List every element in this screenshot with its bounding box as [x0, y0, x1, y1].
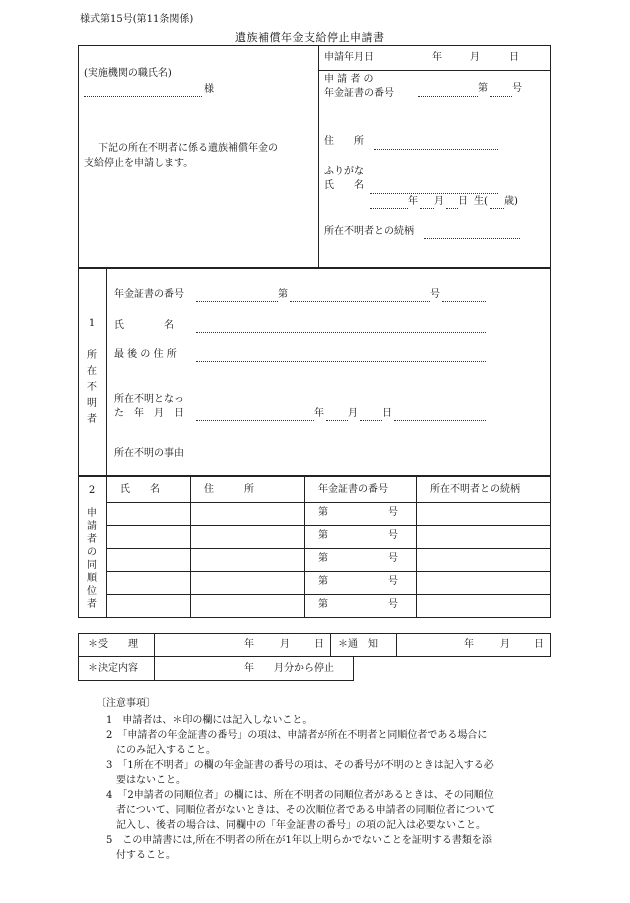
peers-header-cert: 年金証書の番号: [318, 484, 388, 495]
decision-label: ＊決定内容: [88, 663, 138, 674]
peers-header-name: 氏 名: [120, 484, 160, 495]
applicant-cert-label: 申 請 者 の: [324, 74, 374, 85]
peers-header-address: 住 所: [204, 484, 254, 495]
peers-vertical-label: 2 申 請 者 の 同 順 位 者: [87, 485, 97, 610]
sama-label: 様: [204, 84, 214, 95]
note-1: 1 申請者は、＊印の欄には記入しないこと。: [106, 715, 313, 726]
request-text-1: 下記の所在不明者に係る遺族補償年金の: [98, 143, 278, 154]
receipt-label: ＊受 理: [88, 639, 138, 650]
missing-name-label: 氏 名: [114, 320, 174, 331]
table-row: 第: [318, 576, 328, 587]
notice-label: ＊通 知: [338, 639, 378, 650]
missing-vertical-label: 1 所 在 不 明 者: [87, 318, 97, 425]
relation-label: 所在不明者との続柄: [324, 226, 414, 237]
request-text-2: 支給停止を申請します。: [84, 158, 194, 169]
name-label: 氏 名: [324, 180, 364, 191]
table-row: 第: [318, 507, 328, 518]
note-3: 3 「1所在不明者」の欄の年金証書の番号の項は、その番号が不明のときは記入する必: [106, 760, 494, 771]
note-4: 4 「2申請者の同順位者」の欄には、所在不明者の同順位者があるときは、その同順位: [106, 790, 494, 801]
address-label: 住 所: [324, 136, 364, 147]
table-row: 第: [318, 553, 328, 564]
peers-section: [78, 476, 551, 618]
peers-header-relation: 所在不明者との続柄: [430, 484, 520, 495]
form-number: 様式第15号(第11条関係): [80, 14, 194, 25]
missing-cert-label: 年金証書の番号: [114, 289, 184, 300]
addressee-label: (実施機関の職氏名): [84, 68, 172, 79]
decision-text: 年 月分から停止: [244, 663, 334, 674]
application-date-label: 申請年月日: [324, 52, 374, 63]
missing-last-address-label: 最 後 の 住 所: [114, 349, 177, 360]
notes-title: 〔注意事項〕: [96, 698, 156, 709]
note-5: 5 この申請書には,所在不明者の所在が1年以上明らかでないことを証明する書類を添: [106, 835, 492, 846]
missing-reason-label: 所在不明の事由: [114, 448, 184, 459]
form-title: 遺族補償年金支給停止申請書: [235, 31, 385, 44]
note-2: 2 「申請者の年金証書の番号」の項は、申請者が所在不明者と同順位者である場合に: [106, 730, 488, 741]
table-row: 第: [318, 599, 328, 610]
missing-date-label: 所在不明となっ: [114, 394, 184, 405]
furigana-label: ふりがな: [324, 166, 364, 177]
table-row: 第: [318, 530, 328, 541]
